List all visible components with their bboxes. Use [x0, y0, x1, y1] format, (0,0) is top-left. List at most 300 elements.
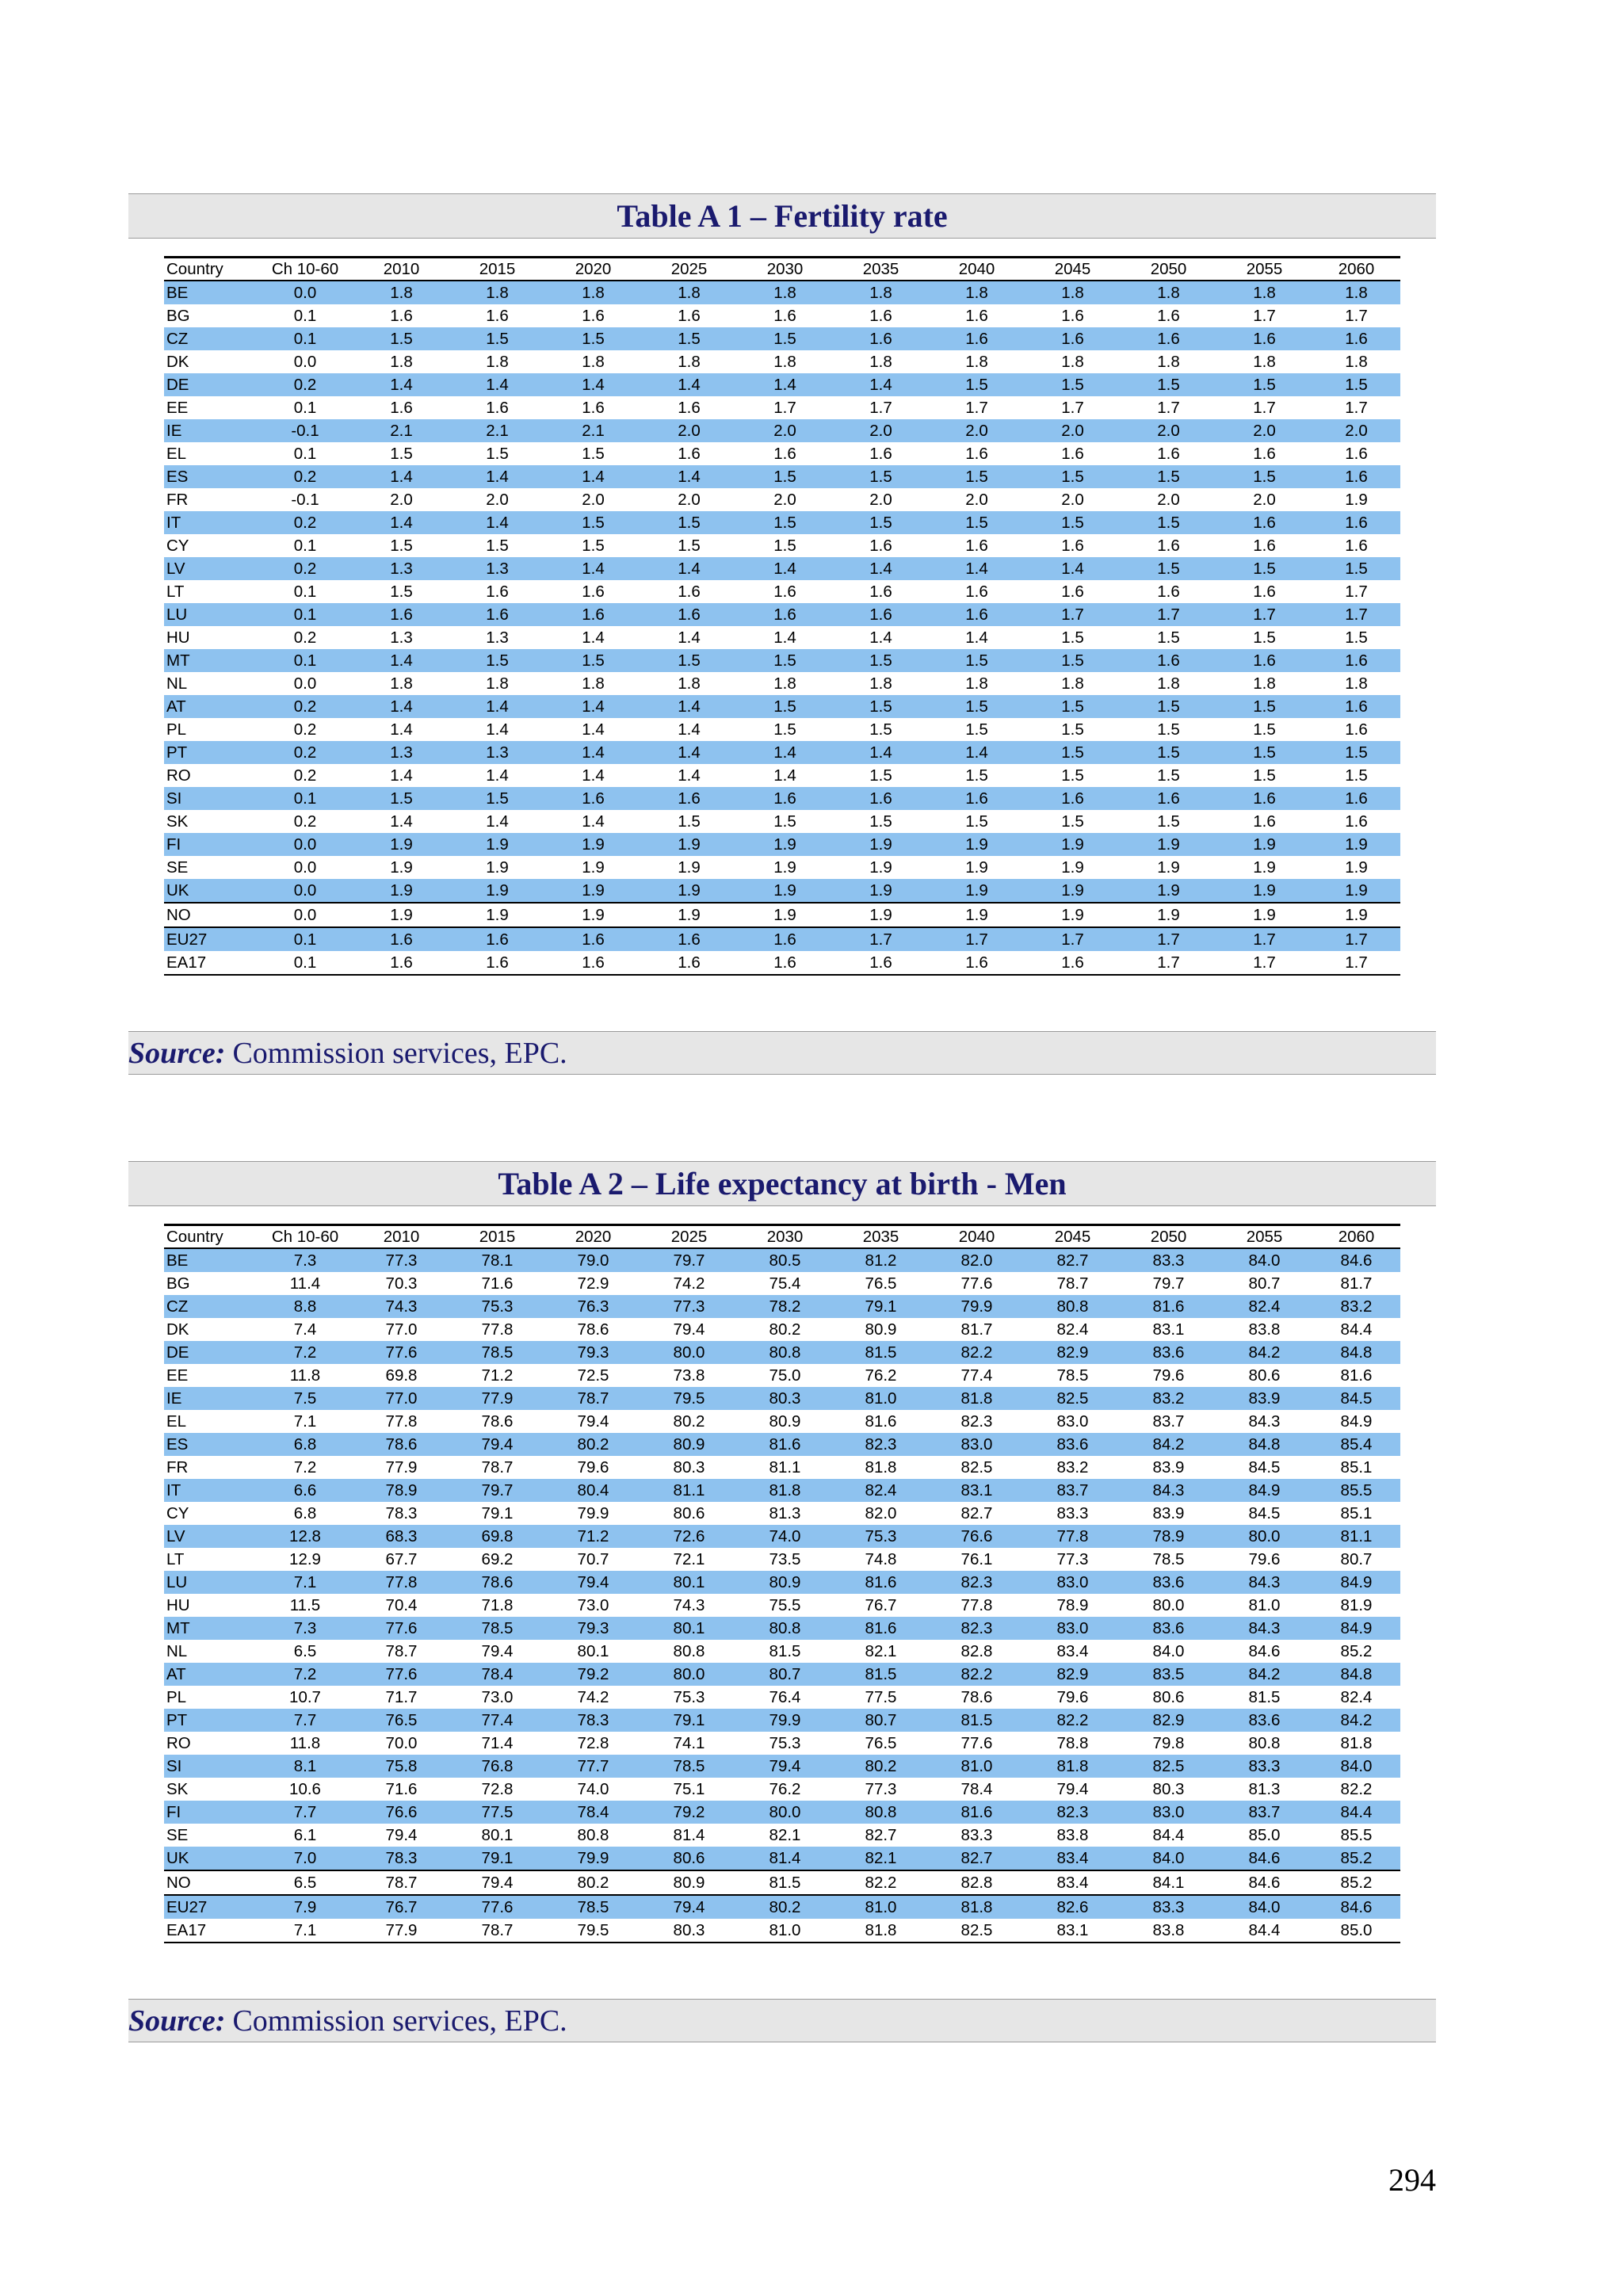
country-cell: NL	[166, 1642, 188, 1660]
value-cell: 79.6	[1248, 1550, 1281, 1568]
value-cell: 1.8	[678, 353, 701, 371]
value-cell: 1.5	[1121, 373, 1216, 396]
country-cell: LT	[166, 1550, 185, 1568]
value-cell: 1.5	[1312, 373, 1400, 396]
value-cell: 1.5	[1216, 741, 1312, 764]
value-cell: 78.6	[577, 1320, 609, 1339]
value-cell: 72.1	[673, 1550, 705, 1568]
table-row	[164, 1341, 1400, 1364]
table-row	[164, 1433, 1400, 1456]
value-cell: 1.9	[773, 858, 796, 877]
table-row	[164, 580, 1400, 603]
value-cell: 81.7	[1340, 1274, 1373, 1293]
value-cell: 83.4	[1056, 1642, 1089, 1660]
value-cell: 1.6	[929, 603, 1025, 626]
value-cell: 76.6	[929, 1525, 1025, 1548]
value-cell: 1.7	[833, 927, 929, 951]
value-cell: 75.3	[449, 1295, 545, 1318]
table-row	[164, 1709, 1400, 1732]
value-cell: 1.4	[869, 628, 892, 647]
table-row	[164, 1272, 1400, 1295]
value-cell: 80.5	[737, 1248, 833, 1272]
value-cell: 1.8	[965, 353, 988, 371]
value-cell: 1.5	[353, 327, 449, 350]
value-cell: 1.6	[486, 399, 509, 417]
value-cell: 80.4	[545, 1479, 641, 1502]
value-cell: 76.5	[865, 1274, 897, 1293]
value-cell: 0.2	[293, 628, 317, 647]
value-cell: 73.8	[673, 1366, 705, 1385]
value-cell: 80.1	[641, 1571, 737, 1594]
value-cell: 1.9	[678, 858, 701, 877]
table-row	[164, 1732, 1400, 1755]
value-cell: 7.2	[293, 1458, 317, 1477]
value-cell: 1.4	[929, 741, 1025, 764]
value-cell: 1.5	[1157, 628, 1180, 647]
value-cell: 82.8	[960, 1642, 993, 1660]
value-cell: 1.6	[449, 951, 545, 975]
country-cell: CY	[166, 1504, 189, 1522]
value-cell: 1.4	[773, 628, 796, 647]
value-cell: 1.7	[1216, 927, 1312, 951]
value-cell: 1.5	[869, 766, 892, 785]
value-cell: 83.6	[1025, 1433, 1121, 1456]
value-cell: 11.5	[289, 1596, 321, 1614]
value-cell: 74.3	[353, 1295, 449, 1318]
value-cell: 1.4	[833, 741, 929, 764]
value-cell: 79.6	[577, 1458, 609, 1477]
value-cell: 80.9	[641, 1433, 737, 1456]
country-cell: LU	[164, 603, 257, 626]
table-row	[164, 1919, 1400, 1943]
value-cell: 1.9	[641, 833, 737, 856]
value-cell: 1.9	[929, 903, 1025, 927]
value-cell: 1.7	[1253, 307, 1276, 325]
column-header: 2055	[1246, 1228, 1283, 1246]
value-cell: 73.5	[769, 1550, 801, 1568]
table-row	[164, 1801, 1400, 1824]
table-row	[164, 1364, 1400, 1387]
value-cell: 79.4	[449, 1870, 545, 1895]
value-cell: 77.6	[960, 1274, 993, 1293]
value-cell: 1.8	[1253, 674, 1276, 693]
value-cell: 79.9	[545, 1847, 641, 1870]
value-cell: 1.4	[545, 741, 641, 764]
value-cell: 2.0	[737, 419, 833, 442]
value-cell: 81.4	[673, 1826, 705, 1844]
value-cell: 73.0	[481, 1688, 514, 1706]
value-cell: 1.6	[1216, 787, 1312, 810]
value-cell: 2.0	[773, 491, 796, 509]
value-cell: 1.8	[1345, 353, 1368, 371]
value-cell: 1.6	[390, 399, 413, 417]
value-cell: 76.5	[353, 1709, 449, 1732]
value-cell: 83.8	[1121, 1919, 1216, 1943]
value-cell: 81.7	[960, 1320, 993, 1339]
value-cell: 7.1	[257, 1571, 353, 1594]
value-cell: 1.7	[1121, 951, 1216, 975]
value-cell: 75.1	[673, 1780, 705, 1798]
value-cell: 81.2	[833, 1248, 929, 1272]
value-cell: 82.4	[1056, 1320, 1089, 1339]
value-cell: 1.6	[353, 951, 449, 975]
value-cell: 1.6	[1312, 511, 1400, 534]
value-cell: 7.2	[257, 1663, 353, 1686]
value-cell: 1.5	[1312, 557, 1400, 580]
value-cell: 84.3	[1248, 1412, 1281, 1431]
value-cell: 80.0	[1152, 1596, 1185, 1614]
country-cell: NO	[164, 903, 257, 927]
value-cell: 82.0	[865, 1504, 897, 1522]
table-row	[164, 465, 1400, 488]
value-cell: 1.5	[737, 327, 833, 350]
value-cell: 1.6	[869, 537, 892, 555]
value-cell: 1.8	[1253, 353, 1276, 371]
value-cell: 1.7	[1345, 399, 1368, 417]
table-row	[164, 557, 1400, 580]
value-cell: 78.6	[960, 1688, 993, 1706]
value-cell: 7.9	[257, 1895, 353, 1919]
value-cell: 77.0	[353, 1387, 449, 1410]
country-cell: CZ	[164, 1295, 257, 1318]
column-header: 2045	[1054, 260, 1091, 278]
value-cell: 1.6	[1345, 720, 1368, 739]
country-cell: IT	[164, 511, 257, 534]
value-cell: 1.4	[773, 766, 796, 785]
value-cell: 77.8	[385, 1412, 418, 1431]
column-header: 2040	[958, 1228, 995, 1246]
value-cell: 1.7	[965, 399, 988, 417]
value-cell: 1.6	[1253, 583, 1276, 601]
value-cell: 1.4	[545, 557, 641, 580]
value-cell: 1.5	[545, 327, 641, 350]
value-cell: 80.2	[737, 1895, 833, 1919]
value-cell: 72.8	[577, 1734, 609, 1752]
table-row	[164, 1686, 1400, 1709]
value-cell: 83.3	[1056, 1504, 1089, 1522]
country-cell: DE	[164, 373, 257, 396]
value-cell: 75.5	[769, 1596, 801, 1614]
country-cell: AT	[164, 1663, 257, 1686]
value-cell: 6.6	[257, 1479, 353, 1502]
value-cell: -0.1	[291, 491, 319, 509]
value-cell: 0.1	[257, 787, 353, 810]
value-cell: 75.3	[673, 1688, 705, 1706]
value-cell: 1.6	[737, 927, 833, 951]
value-cell: 84.3	[1216, 1571, 1312, 1594]
value-cell: 1.4	[678, 720, 701, 739]
value-cell: 1.5	[1157, 766, 1180, 785]
value-cell: 1.8	[869, 674, 892, 693]
value-cell: 1.6	[1061, 307, 1084, 325]
value-cell: 83.5	[1121, 1663, 1216, 1686]
value-cell: 1.5	[390, 583, 413, 601]
value-cell: 75.8	[353, 1755, 449, 1778]
value-cell: 72.5	[577, 1366, 609, 1385]
value-cell: 1.6	[1345, 445, 1368, 463]
value-cell: 1.6	[1157, 537, 1180, 555]
value-cell: 1.4	[545, 373, 641, 396]
value-cell: 1.5	[833, 511, 929, 534]
value-cell: 1.5	[641, 511, 737, 534]
table-row	[164, 718, 1400, 741]
value-cell: 1.4	[353, 695, 449, 718]
value-cell: 1.6	[1121, 649, 1216, 672]
value-cell: 82.1	[769, 1826, 801, 1844]
country-cell: EL	[166, 1412, 187, 1431]
country-cell: EE	[166, 1366, 189, 1385]
value-cell: 80.8	[577, 1826, 609, 1844]
value-cell: 2.0	[486, 491, 509, 509]
value-cell: 1.8	[773, 353, 796, 371]
value-cell: 78.6	[481, 1412, 514, 1431]
country-cell: CY	[166, 537, 189, 555]
value-cell: 77.8	[960, 1596, 993, 1614]
value-cell: 1.7	[1312, 927, 1400, 951]
value-cell: 1.5	[929, 511, 1025, 534]
value-cell: 84.9	[1340, 1412, 1373, 1431]
country-cell: UK	[164, 879, 257, 903]
value-cell: 0.0	[257, 833, 353, 856]
value-cell: 1.6	[390, 307, 413, 325]
column-header: 2025	[670, 1228, 708, 1246]
value-cell: 1.3	[353, 557, 449, 580]
value-cell: 1.4	[486, 766, 509, 785]
value-cell: 1.6	[1253, 445, 1276, 463]
value-cell: 77.5	[449, 1801, 545, 1824]
value-cell: 79.0	[545, 1248, 641, 1272]
value-cell: 82.2	[833, 1870, 929, 1895]
value-cell: 1.5	[737, 465, 833, 488]
value-cell: 1.5	[1025, 511, 1121, 534]
value-cell: 82.9	[1025, 1663, 1121, 1686]
country-cell: HU	[166, 628, 190, 647]
value-cell: 82.7	[865, 1826, 897, 1844]
value-cell: 70.7	[577, 1550, 609, 1568]
value-cell: 1.4	[582, 812, 605, 831]
value-cell: 83.2	[1312, 1295, 1400, 1318]
value-cell: 82.7	[960, 1504, 993, 1522]
country-cell: PL	[166, 1688, 187, 1706]
value-cell: 82.2	[1340, 1780, 1373, 1798]
value-cell: 79.3	[545, 1341, 641, 1364]
value-cell: 74.2	[673, 1274, 705, 1293]
value-cell: 75.4	[769, 1274, 801, 1293]
value-cell: 1.6	[965, 307, 988, 325]
value-cell: 80.2	[673, 1412, 705, 1431]
value-cell: 1.9	[869, 858, 892, 877]
value-cell: 79.4	[577, 1412, 609, 1431]
value-cell: 78.9	[353, 1479, 449, 1502]
value-cell: 1.6	[545, 787, 641, 810]
value-cell: 1.4	[390, 766, 413, 785]
value-cell: 10.6	[289, 1780, 321, 1798]
value-cell: 1.6	[641, 927, 737, 951]
value-cell: 1.9	[582, 858, 605, 877]
value-cell: 1.6	[833, 603, 929, 626]
country-cell: CZ	[164, 327, 257, 350]
value-cell: 1.4	[582, 766, 605, 785]
value-cell: 80.0	[641, 1341, 737, 1364]
value-cell: 1.6	[773, 445, 796, 463]
value-cell: 1.6	[869, 307, 892, 325]
table-row	[164, 833, 1400, 856]
value-cell: 84.2	[1121, 1433, 1216, 1456]
value-cell: 79.6	[1152, 1366, 1185, 1385]
value-cell: 1.6	[641, 951, 737, 975]
country-cell: IE	[164, 1387, 257, 1410]
country-cell: NL	[166, 674, 188, 693]
value-cell: 0.0	[257, 903, 353, 927]
value-cell: 1.9	[545, 833, 641, 856]
value-cell: 1.6	[1157, 583, 1180, 601]
value-cell: 11.8	[289, 1734, 321, 1752]
value-cell: 7.1	[257, 1919, 353, 1943]
value-cell: 1.6	[582, 307, 605, 325]
table-row	[164, 1847, 1400, 1870]
value-cell: 7.0	[257, 1847, 353, 1870]
country-cell: PT	[164, 1709, 257, 1732]
value-cell: 84.4	[1152, 1826, 1185, 1844]
value-cell: 1.9	[1216, 833, 1312, 856]
value-cell: 80.7	[737, 1663, 833, 1686]
value-cell: 1.6	[353, 603, 449, 626]
value-cell: 1.5	[1061, 720, 1084, 739]
value-cell: 1.5	[641, 327, 737, 350]
value-cell: 80.3	[641, 1919, 737, 1943]
value-cell: 1.8	[1312, 281, 1400, 304]
value-cell: 79.4	[449, 1433, 545, 1456]
value-cell: 1.4	[449, 511, 545, 534]
value-cell: 78.4	[545, 1801, 641, 1824]
value-cell: 0.0	[257, 281, 353, 304]
value-cell: 1.9	[1216, 903, 1312, 927]
value-cell: 2.0	[929, 419, 1025, 442]
value-cell: 1.5	[833, 465, 929, 488]
value-cell: 81.8	[929, 1387, 1025, 1410]
value-cell: 1.9	[1121, 903, 1216, 927]
table-row	[164, 1548, 1400, 1571]
value-cell: 1.6	[773, 307, 796, 325]
country-cell: LV	[164, 557, 257, 580]
country-cell: FI	[164, 833, 257, 856]
value-cell: 6.5	[293, 1642, 317, 1660]
value-cell: 1.5	[678, 812, 701, 831]
value-cell: 1.6	[929, 327, 1025, 350]
value-cell: 1.4	[353, 649, 449, 672]
value-cell: 82.5	[960, 1458, 993, 1477]
value-cell: 81.1	[1312, 1525, 1400, 1548]
value-cell: 1.8	[869, 353, 892, 371]
value-cell: 77.9	[353, 1919, 449, 1943]
value-cell: 83.0	[1056, 1412, 1089, 1431]
value-cell: 1.8	[1121, 281, 1216, 304]
table-row	[164, 1870, 1400, 1895]
table-row	[164, 927, 1400, 951]
value-cell: 70.0	[385, 1734, 418, 1752]
value-cell: 80.8	[833, 1801, 929, 1824]
value-cell: 76.5	[865, 1734, 897, 1752]
value-cell: 1.6	[833, 327, 929, 350]
table-row	[164, 488, 1400, 511]
value-cell: 81.0	[929, 1755, 1025, 1778]
value-cell: 1.5	[390, 537, 413, 555]
value-cell: 80.6	[673, 1504, 705, 1522]
value-cell: 1.7	[1061, 399, 1084, 417]
value-cell: 0.1	[257, 951, 353, 975]
value-cell: 1.5	[486, 537, 509, 555]
country-cell: SI	[164, 787, 257, 810]
value-cell: 70.3	[385, 1274, 418, 1293]
value-cell: 81.1	[769, 1458, 801, 1477]
value-cell: 1.6	[545, 927, 641, 951]
value-cell: 1.5	[1025, 465, 1121, 488]
value-cell: 79.4	[1056, 1780, 1089, 1798]
value-cell: 1.9	[1312, 903, 1400, 927]
value-cell: 1.6	[1061, 583, 1084, 601]
table-row	[164, 626, 1400, 649]
value-cell: 1.9	[486, 858, 509, 877]
column-header: 2030	[766, 1228, 804, 1246]
value-cell: 1.7	[1345, 583, 1368, 601]
value-cell: 0.1	[293, 445, 317, 463]
country-cell: LT	[166, 583, 185, 601]
column-header: Ch 10-60	[271, 260, 339, 278]
value-cell: 1.4	[929, 557, 1025, 580]
value-cell: 82.3	[929, 1571, 1025, 1594]
value-cell: 84.9	[1312, 1571, 1400, 1594]
value-cell: 79.2	[545, 1663, 641, 1686]
value-cell: 1.6	[869, 583, 892, 601]
value-cell: 80.2	[769, 1320, 801, 1339]
value-cell: 78.2	[737, 1295, 833, 1318]
table2	[164, 1224, 1400, 1943]
value-cell: 1.7	[1121, 927, 1216, 951]
value-cell: 1.5	[929, 373, 1025, 396]
value-cell: 81.9	[1340, 1596, 1373, 1614]
country-cell: EU27	[164, 1895, 257, 1919]
value-cell: 84.0	[1216, 1248, 1312, 1272]
value-cell: 1.7	[929, 927, 1025, 951]
value-cell: 72.9	[577, 1274, 609, 1293]
value-cell: 84.0	[1216, 1895, 1312, 1919]
table1-source-band	[128, 1031, 1436, 1075]
value-cell: 1.4	[390, 812, 413, 831]
value-cell: 1.6	[1216, 327, 1312, 350]
table-row	[164, 1387, 1400, 1410]
value-cell: 1.9	[965, 858, 988, 877]
value-cell: 1.6	[353, 927, 449, 951]
value-cell: 2.0	[965, 491, 988, 509]
value-cell: 82.8	[929, 1870, 1025, 1895]
value-cell: 1.6	[929, 951, 1025, 975]
value-cell: 81.5	[1248, 1688, 1281, 1706]
value-cell: 1.8	[449, 281, 545, 304]
value-cell: 1.6	[1312, 787, 1400, 810]
value-cell: 71.6	[385, 1780, 418, 1798]
value-cell: 0.2	[293, 766, 317, 785]
value-cell: 82.2	[929, 1341, 1025, 1364]
value-cell: 80.9	[769, 1412, 801, 1431]
country-cell: EU27	[164, 927, 257, 951]
value-cell: 80.3	[673, 1458, 705, 1477]
value-cell: 83.0	[929, 1433, 1025, 1456]
value-cell: 1.6	[1061, 445, 1084, 463]
value-cell: 1.9	[737, 833, 833, 856]
value-cell: 83.0	[1121, 1801, 1216, 1824]
value-cell: 1.5	[965, 812, 988, 831]
value-cell: 1.6	[1345, 537, 1368, 555]
